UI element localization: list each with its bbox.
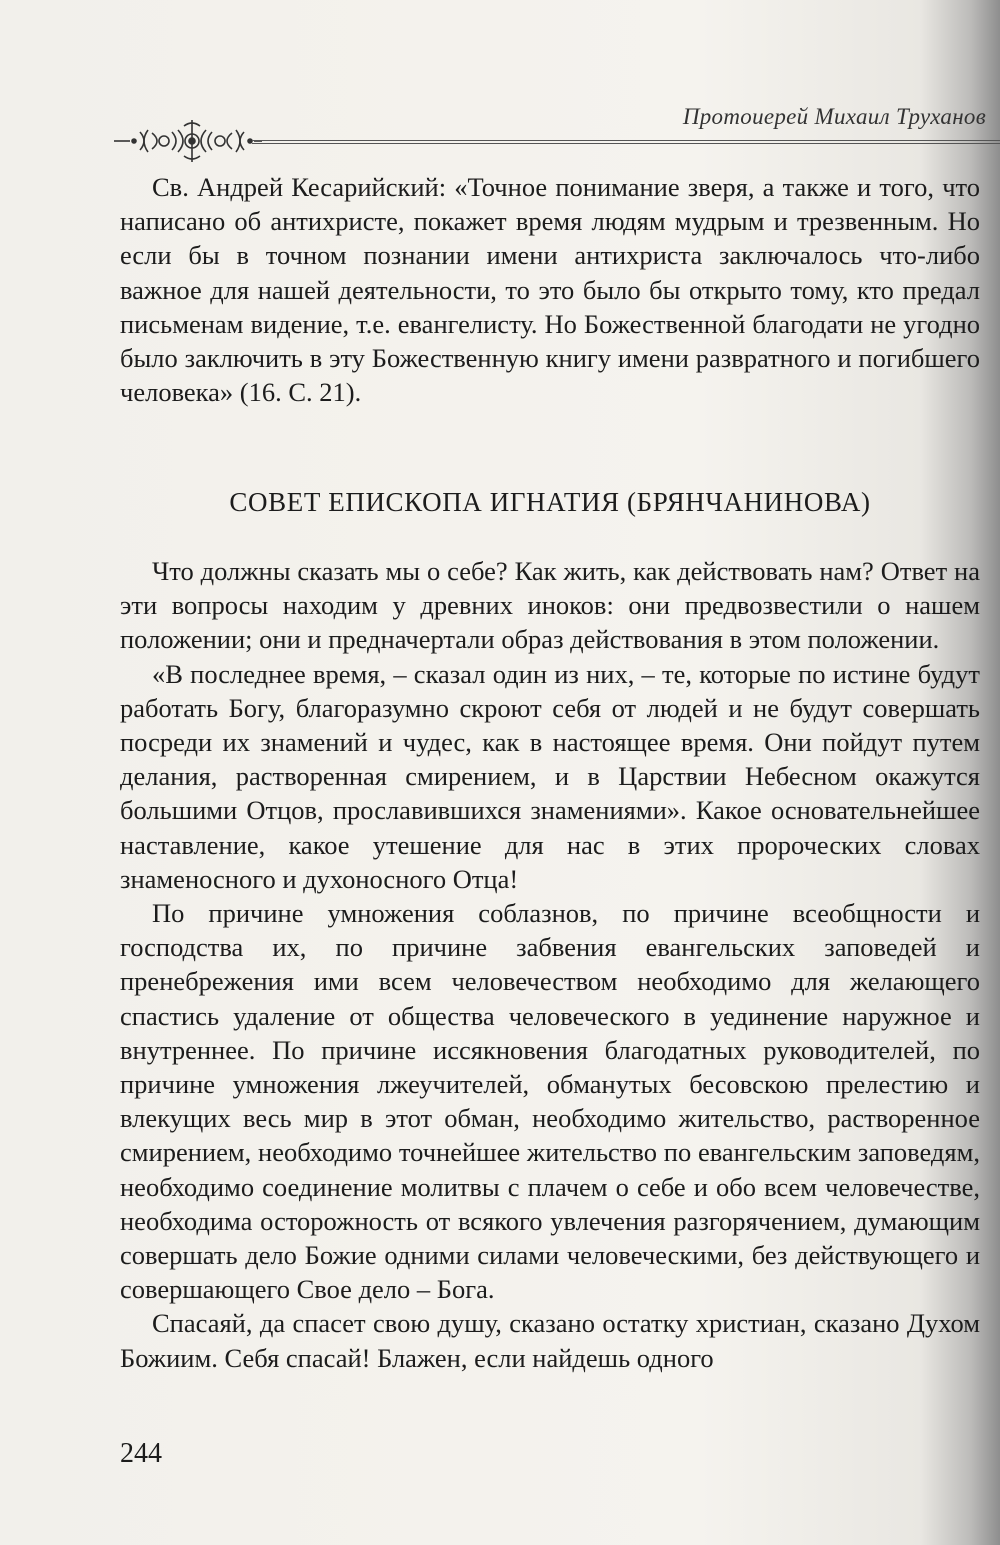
ornament-flourish (112, 118, 262, 164)
paragraph: Спасаяй, да спасет свою душу, сказано остатку христиан, сказано Духом Божиим. Себя спасай! Блажен, если найдешь одного (120, 1308, 980, 1373)
paragraph: «В последнее время, – сказал один из них, – те, которые по истине будут работать Богу, благоразумно скроют себя от людей и не будут совершать посреди их знамений и чудес, как в настоящее время. Они пойдут путем делания, растворенная смирением, и в Царствии Небесном окажутся большими Отцов, прославившихся знамениями». Какое основательнейшее наставление, какое утешение для нас в этих пророческих словах знаменосного и духоносного Отца! (120, 658, 980, 894)
page-number: 244 (120, 1438, 162, 1469)
running-head: Протоиерей Михаил Труханов (682, 104, 986, 129)
header-rule (252, 140, 1000, 144)
paragraph: Св. Андрей Кесарийский: «Точное понимание зверя, а также и того, что написано об антихристе, покажет время людям мудрым и трезвенным. Но если бы в точном познании имени антихриста заключалось что-либо важное для нашей деятельности, то это было бы открыто тому, кто предал письменам видение, т.е. евангелисту. Но Божественной благодати не угодно было заключить в эту Божественную книгу имени развратного и погибшего человека» (16. С. 21). (120, 172, 980, 408)
paragraph: По причине умножения соблазнов, по причине всеобщности и господства их, по причине забвения евангельских заповедей и пренебрежения ими всем человечеством необходимо для желающего спастись удаление от общества человеческого в уединение наружное и внутреннее. По причине иссякновения благодатных руководителей, по причине умножения лжеучителей, обманутых бесовскою прелестию и влекущих весь мир в этот обман, необходимо жительство, растворенное смирением, необходимо точнейшее жительство по евангельским заповедям, необходимо соединение молитвы с плачем о себе и обо всем человечестве, необходима осторожность от всякого увлечения разгорячением, думающим совершать дело Божие одними силами человеческими, без действующего и совершающего Свое дело – Бога. (120, 898, 980, 1305)
paragraph: Что должны сказать мы о себе? Как жить, как действовать нам? Ответ на эти вопросы находим у древних иноков: они предвозвестили о нашем положении; они и предначертали образ действования в этом положении. (120, 556, 980, 655)
text-block-section (120, 554, 980, 1375)
section-title: СОВЕТ ЕПИСКОПА ИГНАТИЯ (БРЯНЧАНИНОВА) (229, 487, 871, 517)
text-block-top (120, 170, 980, 409)
